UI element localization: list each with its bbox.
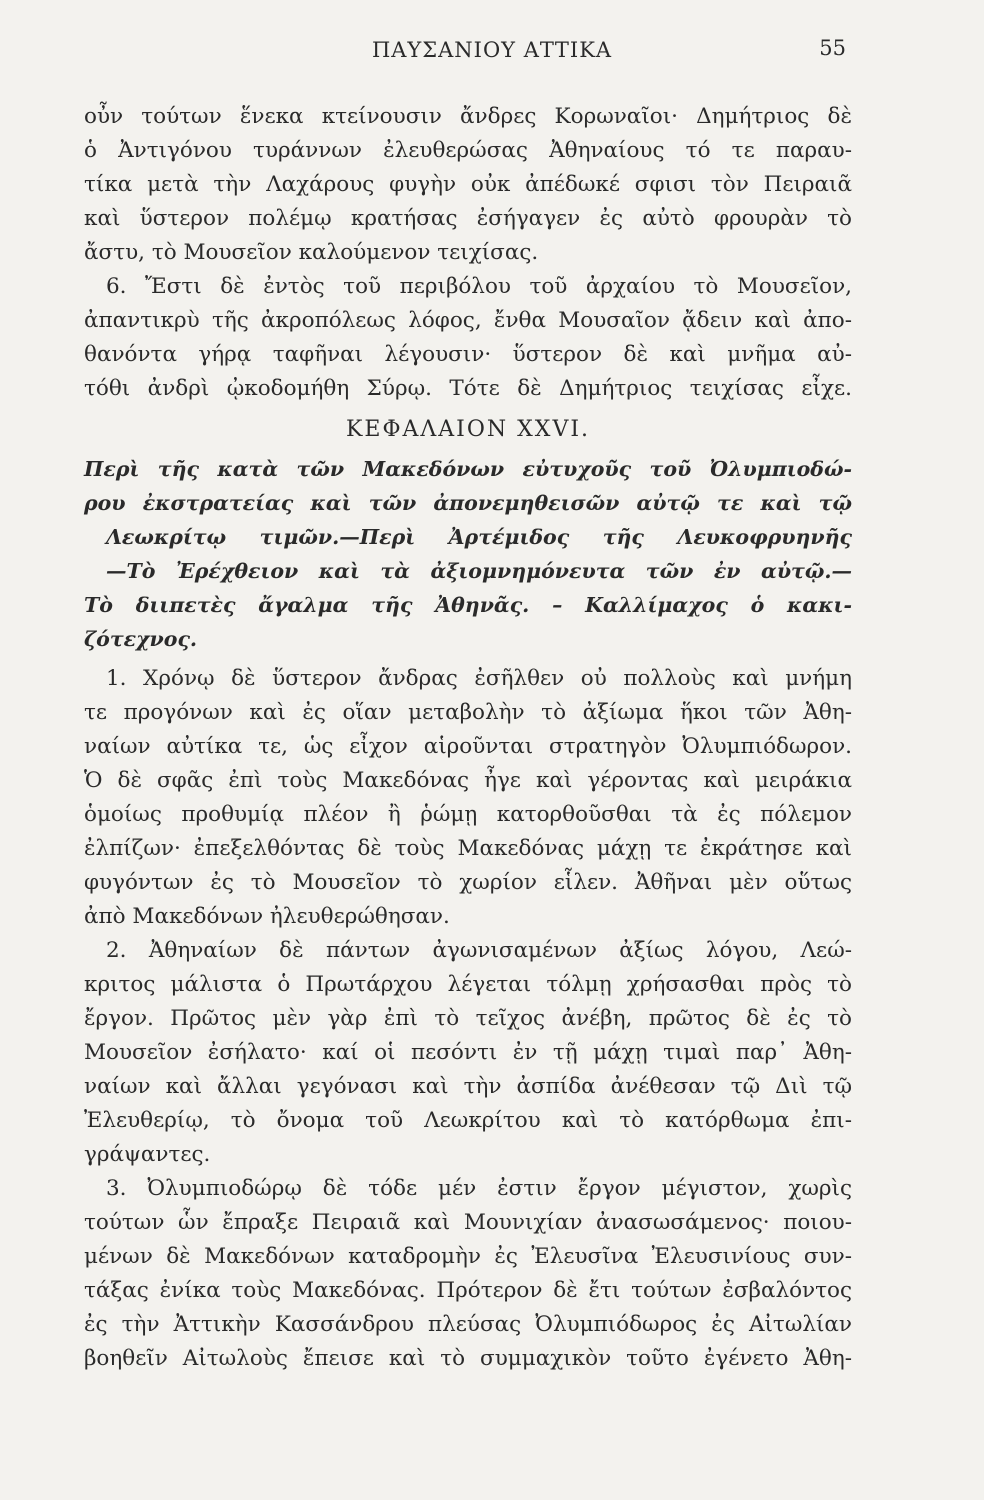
text-line: 2. Ἀθηναίων δὲ πάντων ἀγωνισαμένων ἀξίως λόγου, Λεώ- bbox=[106, 938, 852, 963]
summary-line: Περὶ τῆς κατὰ τῶν Μακεδόνων εὐτυχοῦς τοῦ Ὀλυμπιοδώ- bbox=[84, 457, 852, 481]
previous-section bbox=[84, 100, 852, 406]
text-line: τούτων ὧν ἔπραξε Πειραιᾶ καὶ Μουνιχίαν ἀνασωσάμενος· ποιου- bbox=[84, 1210, 852, 1235]
text-line: ὁμοίως προθυμίᾳ πλέον ἢ ῥώμῃ κατορθοῦσθαι τὰ ἐς πόλεμον bbox=[84, 802, 852, 827]
paragraph-1 bbox=[84, 662, 852, 934]
text-line: 6. Ἔστι δὲ ἐντὸς τοῦ περιβόλου τοῦ ἀρχαίου τὸ Μουσεῖον, bbox=[106, 274, 852, 299]
text-line: ἀπαντικρὺ τῆς ἀκροπόλεως λόφος, ἔνθα Μουσαῖον ᾄδειν καὶ ἀπο- bbox=[84, 308, 852, 333]
text-line: θανόντα γήρᾳ ταφῆναι λέγουσιν· ὕστερον δὲ καὶ μνῆμα αὐ- bbox=[84, 342, 852, 367]
text-line: κριτος μάλιστα ὁ Πρωτάρχου λέγεται τόλμῃ χρήσασθαι πρὸς τὸ bbox=[84, 972, 852, 997]
paragraph-2 bbox=[84, 934, 852, 1172]
text-line: Ὁ δὲ σφᾶς ἐπὶ τοὺς Μακεδόνας ἦγε καὶ γέροντας καὶ μειράκια bbox=[84, 768, 852, 793]
page-number: 55 bbox=[819, 36, 846, 60]
summary-line: ζότεχνος. bbox=[84, 627, 198, 651]
text-line: 3. Ὀλυμπιοδώρῳ δὲ τόδε μέν ἐστιν ἔργον μέγιστον, χωρὶς bbox=[106, 1176, 852, 1201]
text-line: φυγόντων ἐς τὸ Μουσεῖον τὸ χωρίον εἷλεν. Ἀθῆναι μὲν οὕτως bbox=[84, 870, 852, 895]
text-line: τίκα μετὰ τὴν Λαχάρους φυγὴν οὐκ ἀπέδωκέ σφισι τὸν Πειραιᾶ bbox=[84, 172, 852, 197]
chapter-heading: ΚΕΦΑΛΑΙΟΝ XXVI. bbox=[345, 417, 591, 442]
text-line: οὖν τούτων ἕνεκα κτείνουσιν ἄνδρες Κορωναῖοι· Δημήτριος δὲ bbox=[84, 104, 852, 129]
text-line: Ἐλευθερίῳ, τὸ ὄνομα τοῦ Λεωκρίτου καὶ τὸ κατόρθωμα ἐπι- bbox=[84, 1108, 852, 1133]
summary-line: —Τὸ Ἐρέχθειον καὶ τὰ ἀξιομνημόνευτα τῶν ἐν αὐτῷ.— bbox=[106, 559, 852, 583]
text-line: μένων δὲ Μακεδόνων καταδρομὴν ἐς Ἐλευσῖνα Ἐλευσινίους συν- bbox=[84, 1244, 852, 1269]
text-line: ναίων αὐτίκα τε, ὡς εἶχον αἱροῦνται στρατηγὸν Ὀλυμπιόδωρον. bbox=[84, 734, 852, 759]
summary-line: Τὸ διιπετὲς ἄγαλμα τῆς Ἀθηνᾶς. – Καλλίμαχος ὁ κακι- bbox=[84, 593, 852, 617]
chapter-summary bbox=[84, 452, 852, 656]
text-line: ἔργον. Πρῶτος μὲν γὰρ ἐπὶ τὸ τεῖχος ἀνέβη, πρῶτος δὲ ἐς τὸ bbox=[84, 1006, 852, 1031]
summary-line: Λεωκρίτῳ τιμῶν.—Περὶ Ἀρτέμιδος τῆς Λευκοφρυηνῆς bbox=[106, 525, 852, 549]
text-line: ναίων καὶ ἄλλαι γεγόνασι καὶ τὴν ἀσπίδα ἀνέθεσαν τῷ Διὶ τῷ bbox=[84, 1074, 852, 1099]
text-line: τάξας ἐνίκα τοὺς Μακεδόνας. Πρότερον δὲ ἔτι τούτων ἐσβαλόντος bbox=[84, 1278, 852, 1303]
text-line: Μουσεῖον ἐσήλατο· καί οἱ πεσόντι ἐν τῇ μάχῃ τιμαὶ παρ᾽ Ἀθη- bbox=[84, 1040, 852, 1065]
text-line: ἄστυ, τὸ Μουσεῖον καλούμενον τειχίσας. bbox=[84, 240, 539, 265]
text-line: βοηθεῖν Αἰτωλοὺς ἔπεισε καὶ τὸ συμμαχικὸν τοῦτο ἐγένετο Ἀθη- bbox=[84, 1346, 852, 1371]
text-line: ἀπὸ Μακεδόνων ἠλευθερώθησαν. bbox=[84, 904, 450, 929]
text-line: ἐλπίζων· ἐπεξελθόντας δὲ τοὺς Μακεδόνας μάχῃ τε ἐκράτησε καὶ bbox=[84, 836, 852, 861]
text-line: ὁ Ἀντιγόνου τυράννων ἐλευθερώσας Ἀθηναίους τό τε παραυ- bbox=[84, 138, 852, 163]
text-line: 1. Χρόνῳ δὲ ὕστερον ἄνδρας ἐσῆλθεν οὐ πολλοὺς καὶ μνήμη bbox=[106, 666, 852, 691]
text-line: ἐς τὴν Ἀττικὴν Κασσάνδρου πλεύσας Ὀλυμπιόδωρος ἐς Αἰτωλίαν bbox=[84, 1312, 852, 1337]
summary-line: ρου ἐκστρατείας καὶ τῶν ἀπονεμηθεισῶν αὐτῷ τε καὶ τῷ bbox=[84, 491, 852, 515]
running-head: ΠΑΥΣΑΝΙΟΥ ΑΤΤΙΚΑ bbox=[371, 38, 613, 62]
text-line: γράψαντες. bbox=[84, 1142, 211, 1167]
paragraph-3 bbox=[84, 1172, 852, 1376]
text-line: τόθι ἀνδρὶ ᾠκοδομήθη Σύρῳ. Τότε δὲ Δημήτριος τειχίσας εἶχε. bbox=[84, 376, 852, 401]
text-line: τε προγόνων καὶ ἐς οἵαν μεταβολὴν τὸ ἀξίωμα ἥκοι τῶν Ἀθη- bbox=[84, 700, 852, 725]
text-line: καὶ ὕστερον πολέμῳ κρατήσας ἐσήγαγεν ἐς αὐτὸ φρουρὰν τὸ bbox=[84, 206, 852, 231]
text-block bbox=[84, 100, 852, 1376]
